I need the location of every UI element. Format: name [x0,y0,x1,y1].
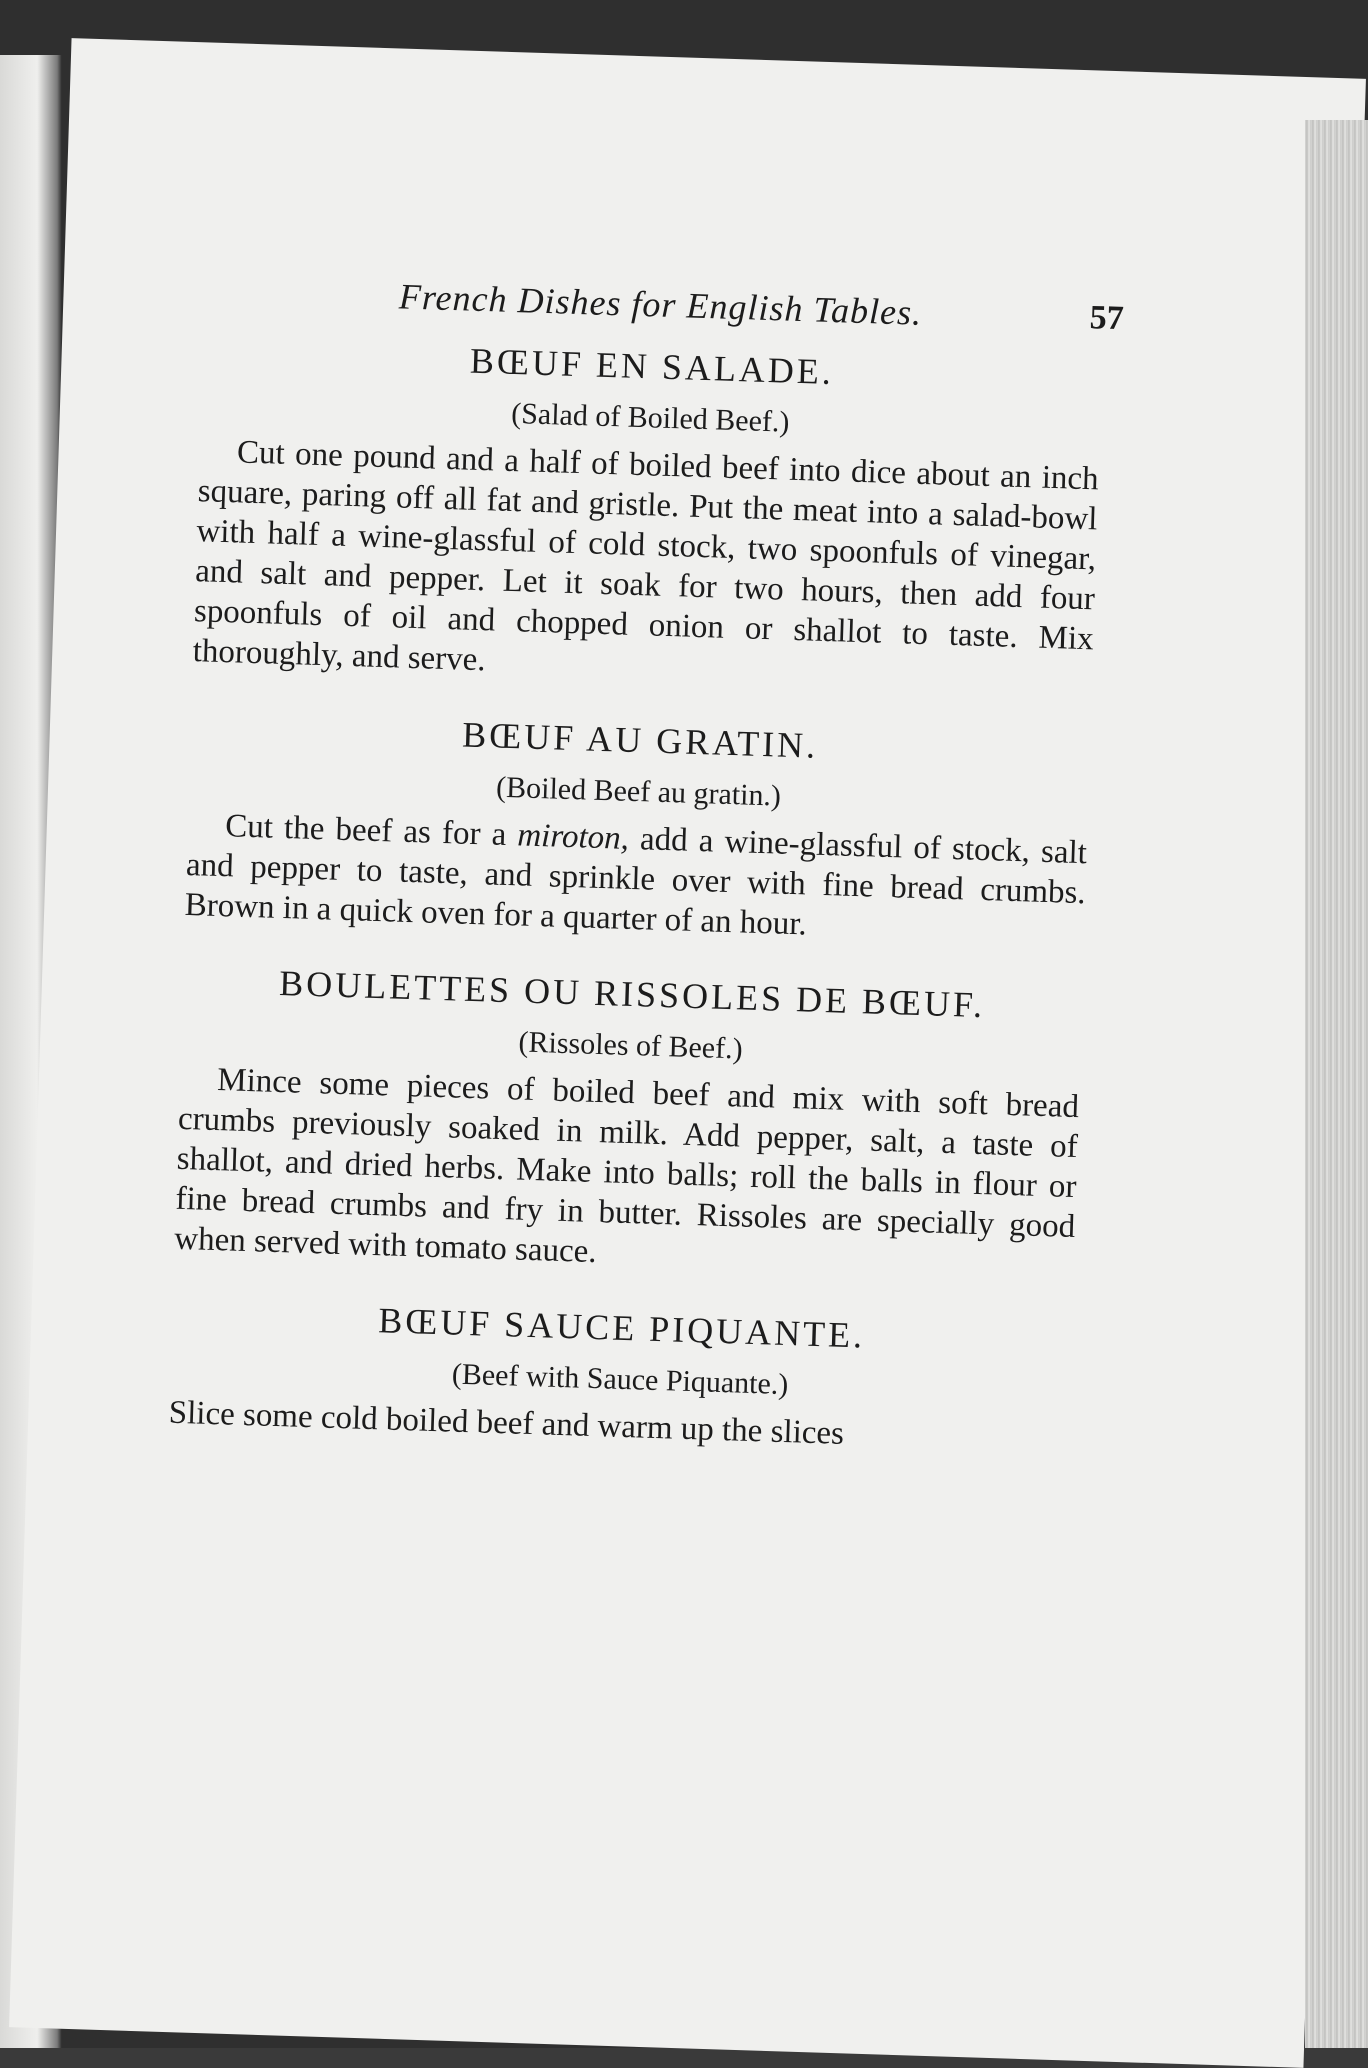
running-title: French Dishes for English Tables. [398,276,923,333]
recipe-subtitle: (Salad of Boiled Beef.) [510,396,790,439]
recipe-body: Mince some pieces of boiled beef and mix with soft bread crumbs previously soaked in milk. Add pepper, salt, a taste of shallot, and dried herbs. Make into balls; roll the balls in flour or fine bread crumbs and fry in butter. Rissoles are specially good when served with tomato sauce. [173,1062,1080,1271]
page-stack-edge [1305,120,1368,2048]
recipe-title: BOULETTES OU RISSOLES DE BŒUF. [278,962,986,1026]
recipe-title: BŒUF SAUCE PIQUANTE. [377,1300,866,1356]
page-number: 57 [1089,299,1125,338]
recipe-subtitle: (Boiled Beef au gratin.) [495,770,782,813]
recipe-body: Cut one pound and a half of boiled beef into dice about an inch square, paring off all fat and gristle. Put the meat into a salad-bowl with half a wine-glassful of cold stock, two spoonfuls of vinegar, and salt and pepper. Let it soak for two hours, then add four spoonfuls of oil and chopped onion or shallot to taste. Mix thoroughly, and serve. [192,434,1100,679]
recipe-section [168,1293,1072,1461]
recipe-title: BŒUF EN SALADE. [469,340,835,393]
recipe-section [184,705,1090,953]
recipe-body-italic: miroton, [516,817,630,857]
recipe-body-start: Cut the beef as for a [224,808,518,854]
page-content [167,251,1125,1495]
recipe-body [184,805,1087,953]
recipe-subtitle: (Beef with Sauce Piquante.) [451,1357,789,1402]
recipe-section [192,331,1102,699]
recipe-section [174,959,1083,1287]
recipe-title: BŒUF AU GRATIN. [461,714,819,766]
recipe-subtitle: (Rissoles of Beef.) [518,1025,744,1066]
recipe-body: Slice some cold boiled beef and warm up the slices [168,1394,845,1452]
recipe-body-end: add a wine-glassful of stock, salt and pepper to taste, and sprinkle over with fine bread crumbs. Brown in a quick oven for a quarter of an hour. [184,820,1088,943]
